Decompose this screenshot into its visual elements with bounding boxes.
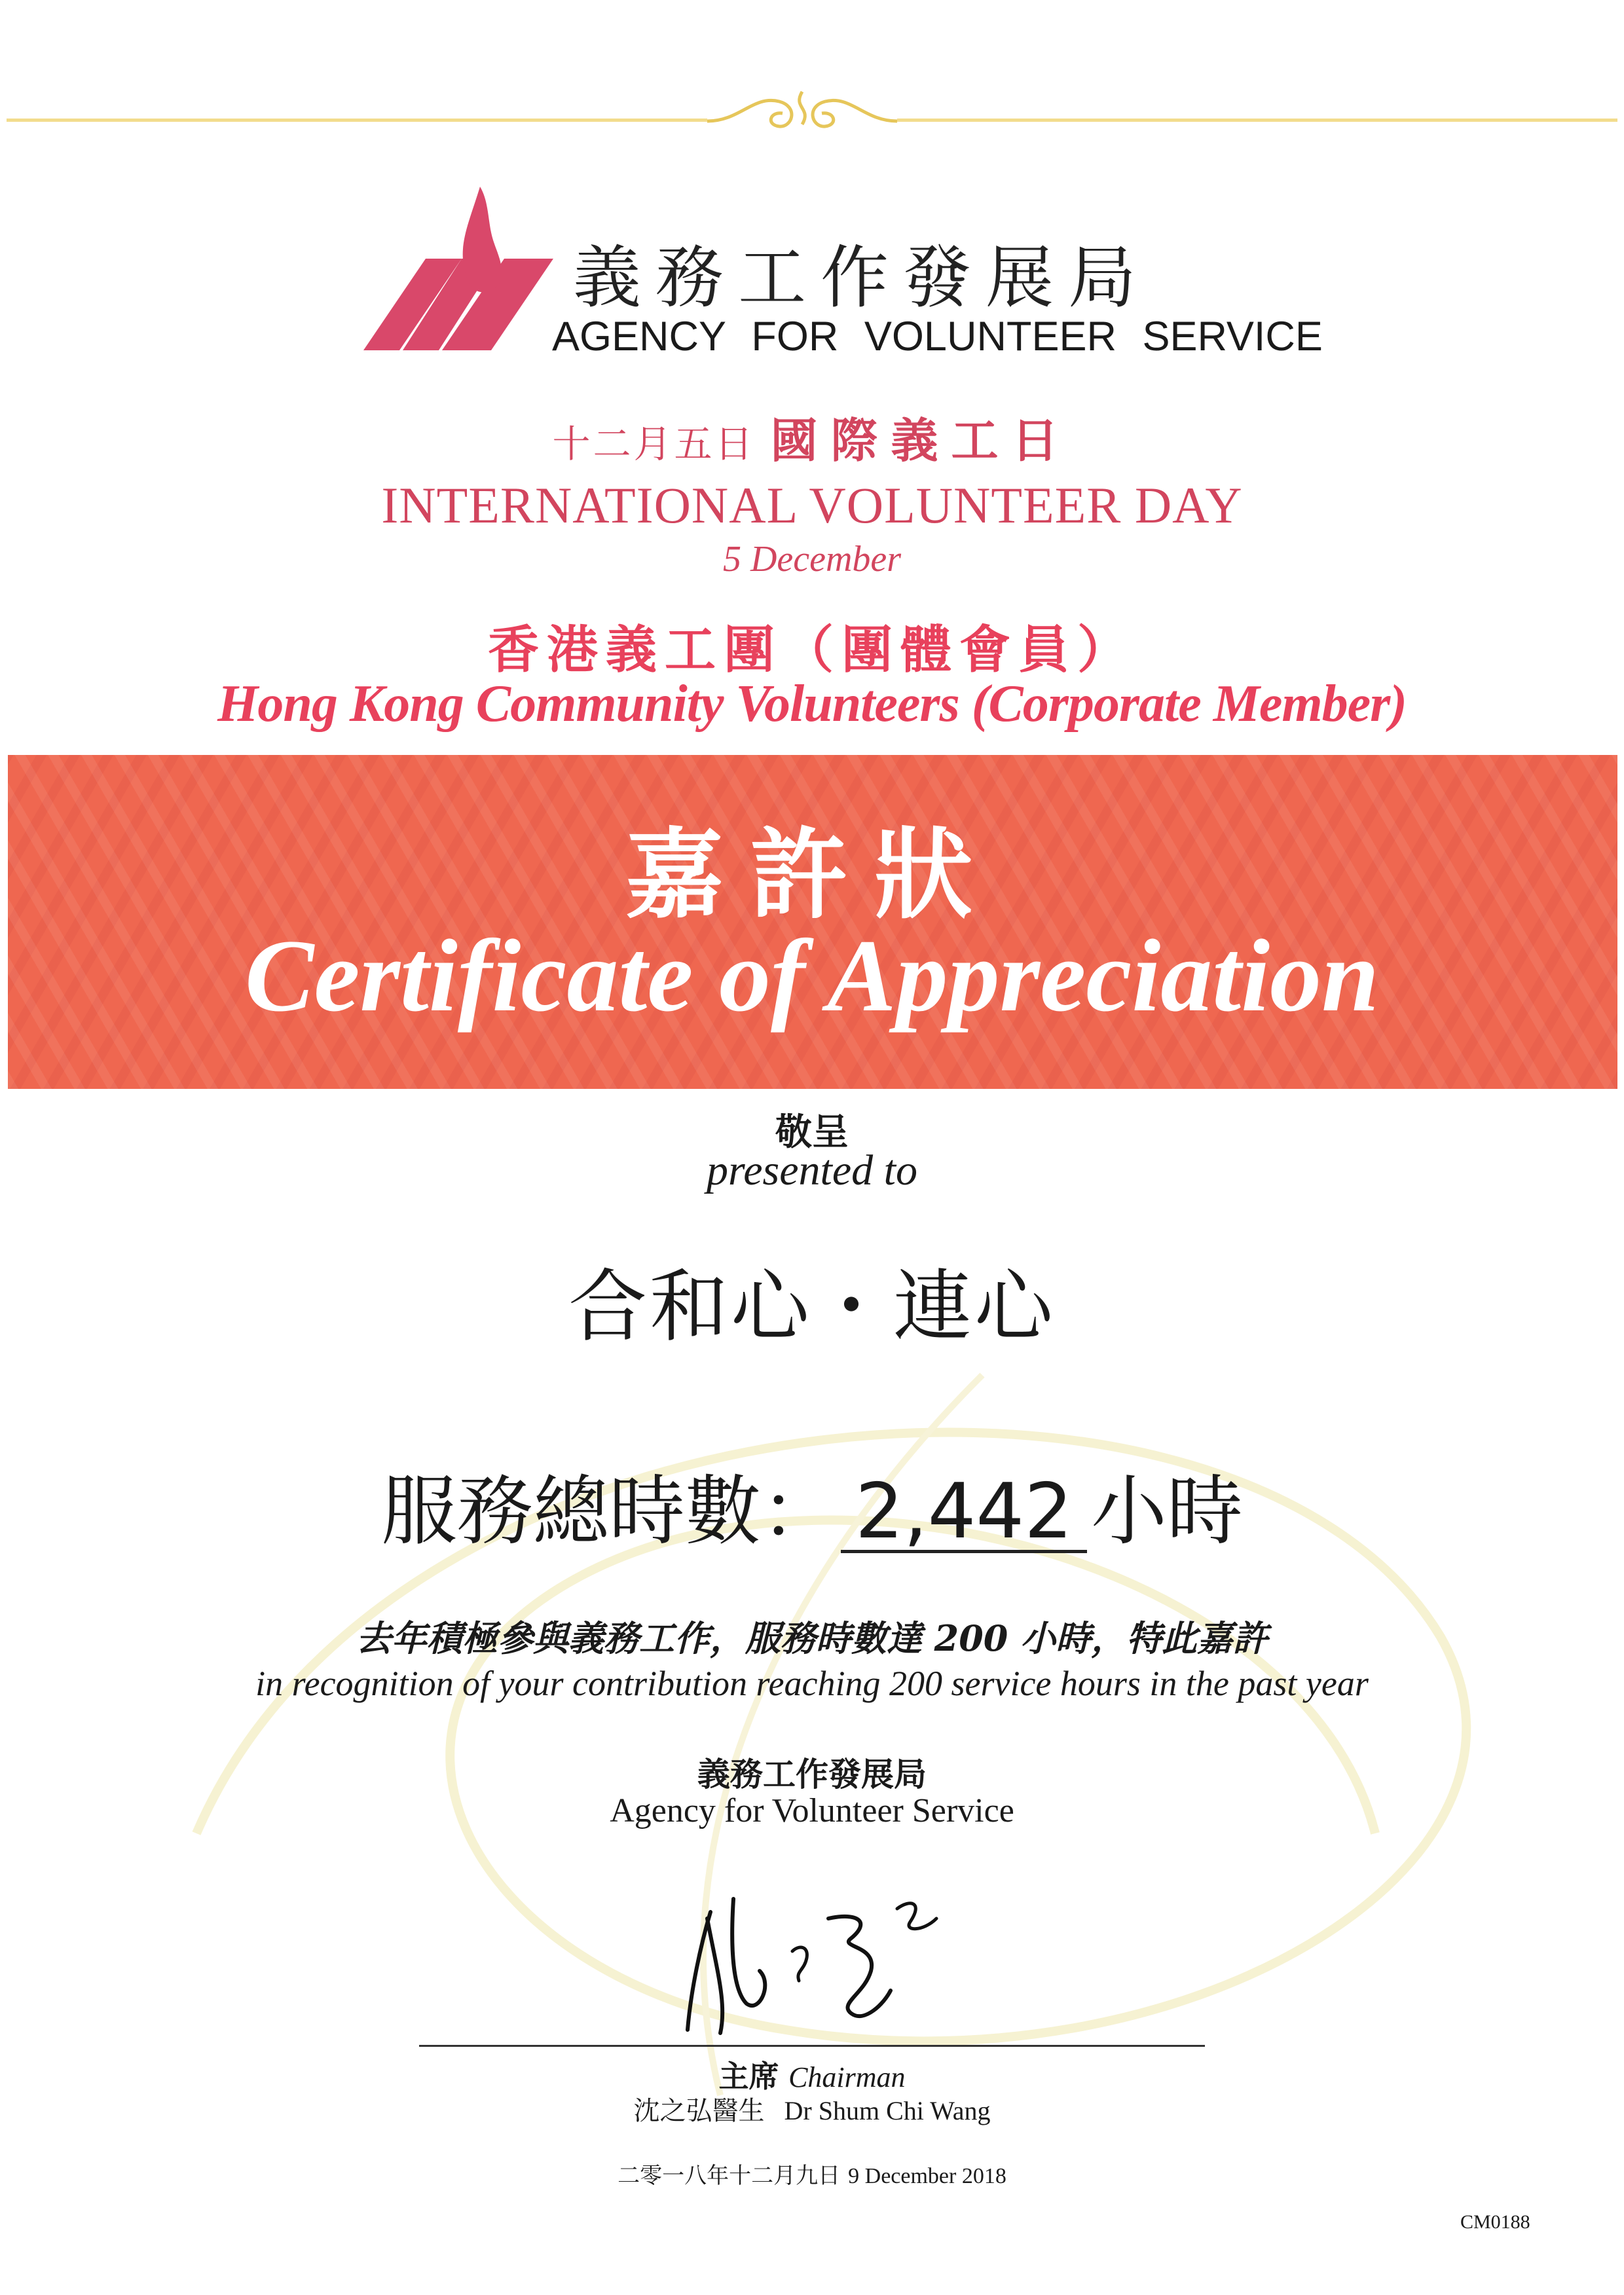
event-title-zh [0, 403, 1624, 471]
agency-name-en: AGENCY FOR VOLUNTEER SERVICE [552, 314, 1323, 359]
issue-date-en: 9 December 2018 [848, 2164, 1006, 2188]
service-hours-value: 2,442 [841, 1474, 1087, 1553]
certificate-code: CM0188 [1460, 2211, 1530, 2233]
recipient-name: 合和心・連心 [568, 1262, 1056, 1353]
event-name-en: INTERNATIONAL VOLUNTEER DAY [381, 477, 1243, 534]
agency-logo-icon [363, 187, 560, 357]
event-name-zh: 國際義工日 [770, 413, 1072, 468]
issue-date [0, 2157, 1624, 2190]
top-rule-left [7, 119, 707, 122]
issuer-name-zh: 義務工作發展局 [697, 1755, 927, 1793]
signatory-name-en: Dr Shum Chi Wang [784, 2096, 991, 2125]
recognition-text-zh: 去年積極參與義務工作，服務時數達 200 小時，特此嘉許 [356, 1617, 1268, 1659]
chairman-signature [661, 1873, 963, 2043]
presented-to-en: presented to [707, 1147, 917, 1194]
event-date-en: 5 December [722, 539, 902, 579]
program-name-zh: 香港義工團（團體會員） [487, 620, 1136, 680]
certificate-title-zh: 嘉許狀 [625, 817, 999, 932]
ornament-scroll-icon [701, 82, 904, 147]
certificate-title-en: Certificate of Appreciation [245, 919, 1379, 1033]
signatory-name [0, 2090, 1624, 2127]
top-rule-right [897, 119, 1617, 122]
agency-name-zh: 義務工作發展局 [573, 238, 1151, 318]
presented-to-zh: 敬呈 [775, 1111, 849, 1154]
event-date-zh: 十二月五日 [552, 422, 756, 466]
signature-line [419, 2045, 1205, 2047]
signatory-title-zh: 主席 [718, 2059, 779, 2094]
recognition-text-en: in recognition of your contribution reaching 200 service hours in the past year [255, 1664, 1369, 1703]
issue-date-zh: 二零一八年十二月九日 [618, 2163, 841, 2189]
signatory-title-en: Chairman [788, 2061, 906, 2093]
service-hours-unit: 小時 [1091, 1467, 1244, 1556]
program-name-en: Hong Kong Community Volunteers (Corporate Member) [217, 675, 1407, 733]
issuer-name-en: Agency for Volunteer Service [610, 1792, 1014, 1829]
service-hours-label: 服務總時數： [380, 1467, 837, 1556]
signatory-name-zh: 沈之弘醫生 [633, 2096, 765, 2126]
service-hours-line [0, 1450, 1624, 1560]
